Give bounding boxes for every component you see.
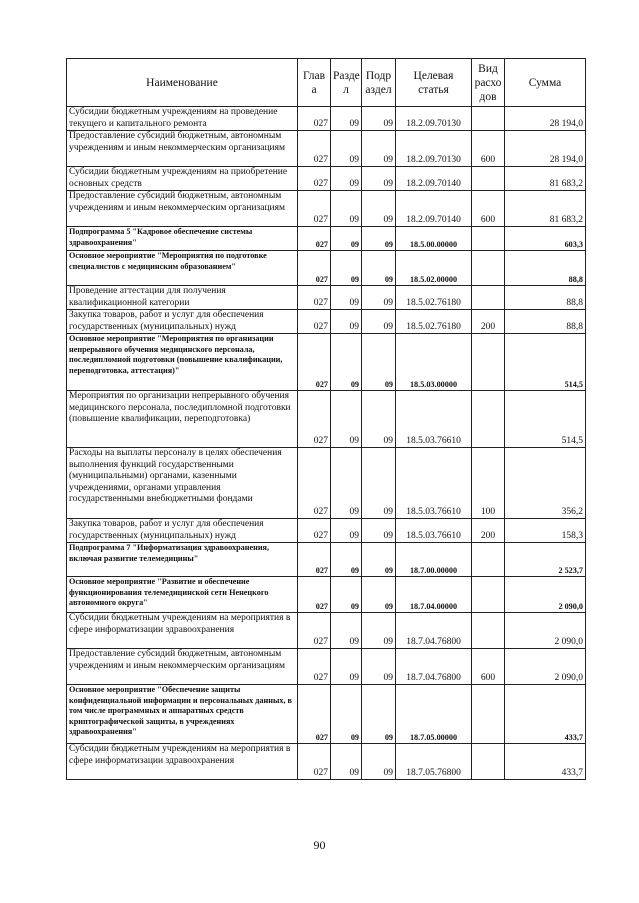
cell-target: 18.5.02.76180 bbox=[396, 310, 472, 334]
header-podrazdel: Подр аздел bbox=[362, 59, 396, 107]
cell-glava: 027 bbox=[298, 251, 331, 286]
header-summa: Сумма bbox=[505, 59, 586, 107]
table-row bbox=[67, 448, 586, 519]
cell-razdel: 09 bbox=[331, 519, 362, 543]
table-row bbox=[67, 685, 586, 744]
cell-summa: 2 090,0 bbox=[505, 577, 586, 613]
cell-vid bbox=[472, 251, 505, 286]
budget-table bbox=[66, 58, 586, 780]
cell-target: 18.7.04.00000 bbox=[396, 577, 472, 613]
cell-name: Субсидии бюджетным учреждениям на проведение текущего и капитального ремонта bbox=[67, 107, 298, 131]
table-row bbox=[67, 251, 586, 286]
cell-name: Подпрограмма 5 "Кадровое обеспечение системы здравоохранения" bbox=[67, 227, 298, 251]
cell-vid bbox=[472, 286, 505, 310]
cell-razdel: 09 bbox=[331, 613, 362, 649]
cell-razdel: 09 bbox=[331, 649, 362, 685]
cell-razdel: 09 bbox=[331, 167, 362, 191]
cell-podrazdel: 09 bbox=[362, 167, 396, 191]
table-row bbox=[67, 519, 586, 543]
cell-podrazdel: 09 bbox=[362, 227, 396, 251]
cell-target: 18.7.05.00000 bbox=[396, 685, 472, 744]
cell-vid: 600 bbox=[472, 131, 505, 167]
cell-vid bbox=[472, 543, 505, 577]
cell-razdel: 09 bbox=[331, 286, 362, 310]
cell-razdel: 09 bbox=[331, 685, 362, 744]
cell-summa: 433,7 bbox=[505, 685, 586, 744]
cell-vid bbox=[472, 107, 505, 131]
cell-glava: 027 bbox=[298, 649, 331, 685]
table-row bbox=[67, 107, 586, 131]
cell-podrazdel: 09 bbox=[362, 685, 396, 744]
table-row bbox=[67, 577, 586, 613]
cell-name: Основное мероприятие "Обеспечение защиты конфиденциальной информации и персональных данных, в том числе программных и аппаратных средств криптографической защиты, в учреждениях здравоохранения" bbox=[67, 685, 298, 744]
table-row bbox=[67, 613, 586, 649]
cell-name: Подпрограмма 7 "Информатизация здравоохранения, включая развитие телемедицины" bbox=[67, 543, 298, 577]
cell-podrazdel: 09 bbox=[362, 577, 396, 613]
table-row bbox=[67, 286, 586, 310]
cell-name: Основное мероприятие "Мероприятия по подготовке специалистов с медицинским образованием" bbox=[67, 251, 298, 286]
cell-target: 18.5.00.00000 bbox=[396, 227, 472, 251]
cell-podrazdel: 09 bbox=[362, 613, 396, 649]
cell-razdel: 09 bbox=[331, 448, 362, 519]
table-row bbox=[67, 391, 586, 448]
cell-target: 18.5.02.76180 bbox=[396, 286, 472, 310]
cell-glava: 027 bbox=[298, 286, 331, 310]
cell-name: Субсидии бюджетным учреждениям на мероприятия в сфере информатизации здравоохранения bbox=[67, 744, 298, 780]
cell-vid: 200 bbox=[472, 310, 505, 334]
cell-summa: 81 683,2 bbox=[505, 167, 586, 191]
cell-podrazdel: 09 bbox=[362, 519, 396, 543]
cell-summa: 88,8 bbox=[505, 310, 586, 334]
cell-target: 18.5.03.76610 bbox=[396, 448, 472, 519]
table-row bbox=[67, 543, 586, 577]
cell-target: 18.7.00.00000 bbox=[396, 543, 472, 577]
cell-name: Субсидии бюджетным учреждениям на мероприятия в сфере информатизации здравоохранения bbox=[67, 613, 298, 649]
cell-summa: 2 090,0 bbox=[505, 649, 586, 685]
cell-target: 18.5.03.76610 bbox=[396, 391, 472, 448]
cell-target: 18.7.04.76800 bbox=[396, 649, 472, 685]
header-target: Целевая статья bbox=[396, 59, 472, 107]
cell-summa: 603,3 bbox=[505, 227, 586, 251]
cell-vid: 100 bbox=[472, 448, 505, 519]
cell-name: Субсидии бюджетным учреждениям на приобретение основных средств bbox=[67, 167, 298, 191]
cell-razdel: 09 bbox=[331, 334, 362, 391]
cell-glava: 027 bbox=[298, 334, 331, 391]
table-row bbox=[67, 649, 586, 685]
cell-vid bbox=[472, 391, 505, 448]
cell-target: 18.5.03.76610 bbox=[396, 519, 472, 543]
table-row bbox=[67, 191, 586, 227]
cell-glava: 027 bbox=[298, 167, 331, 191]
table-row bbox=[67, 227, 586, 251]
cell-name: Предоставление субсидий бюджетным, автономным учреждениям и иным некоммерческим организациям bbox=[67, 191, 298, 227]
cell-podrazdel: 09 bbox=[362, 286, 396, 310]
header-razdel: Разде л bbox=[331, 59, 362, 107]
cell-target: 18.7.05.76800 bbox=[396, 744, 472, 780]
cell-podrazdel: 09 bbox=[362, 744, 396, 780]
cell-summa: 433,7 bbox=[505, 744, 586, 780]
cell-glava: 027 bbox=[298, 448, 331, 519]
cell-vid bbox=[472, 227, 505, 251]
cell-glava: 027 bbox=[298, 577, 331, 613]
table-header-row bbox=[67, 59, 586, 107]
cell-target: 18.2.09.70140 bbox=[396, 191, 472, 227]
cell-target: 18.2.09.70130 bbox=[396, 131, 472, 167]
cell-glava: 027 bbox=[298, 107, 331, 131]
cell-name: Мероприятия по организации непрерывного обучения медицинского персонала, последипломной подготовки (повышение квалификации, переподготовка) bbox=[67, 391, 298, 448]
table-row bbox=[67, 334, 586, 391]
cell-razdel: 09 bbox=[331, 131, 362, 167]
cell-vid: 200 bbox=[472, 519, 505, 543]
cell-name: Предоставление субсидий бюджетным, автономным учреждениям и иным некоммерческим организациям bbox=[67, 649, 298, 685]
cell-podrazdel: 09 bbox=[362, 131, 396, 167]
cell-glava: 027 bbox=[298, 519, 331, 543]
cell-target: 18.2.09.70130 bbox=[396, 107, 472, 131]
table-row bbox=[67, 310, 586, 334]
cell-razdel: 09 bbox=[331, 391, 362, 448]
cell-podrazdel: 09 bbox=[362, 649, 396, 685]
cell-razdel: 09 bbox=[331, 310, 362, 334]
cell-name: Основное мероприятие "Мероприятия по организации непрерывного обучения медицинского персонала, последипломной подготовки (повышение квалификации, переподготовка, аттестация)" bbox=[67, 334, 298, 391]
cell-razdel: 09 bbox=[331, 251, 362, 286]
cell-summa: 28 194,0 bbox=[505, 131, 586, 167]
cell-vid: 600 bbox=[472, 649, 505, 685]
cell-name: Закупка товаров, работ и услуг для обеспечения государственных (муниципальных) нужд bbox=[67, 310, 298, 334]
cell-razdel: 09 bbox=[331, 107, 362, 131]
cell-vid bbox=[472, 577, 505, 613]
cell-podrazdel: 09 bbox=[362, 191, 396, 227]
cell-summa: 81 683,2 bbox=[505, 191, 586, 227]
cell-glava: 027 bbox=[298, 613, 331, 649]
cell-vid: 600 bbox=[472, 191, 505, 227]
cell-summa: 356,2 bbox=[505, 448, 586, 519]
header-glava: Глав а bbox=[298, 59, 331, 107]
cell-podrazdel: 09 bbox=[362, 391, 396, 448]
cell-name: Предоставление субсидий бюджетным, автономным учреждениям и иным некоммерческим организациям bbox=[67, 131, 298, 167]
cell-glava: 027 bbox=[298, 685, 331, 744]
cell-glava: 027 bbox=[298, 131, 331, 167]
cell-glava: 027 bbox=[298, 543, 331, 577]
cell-summa: 158,3 bbox=[505, 519, 586, 543]
cell-glava: 027 bbox=[298, 191, 331, 227]
cell-summa: 514,5 bbox=[505, 334, 586, 391]
table-row bbox=[67, 131, 586, 167]
cell-glava: 027 bbox=[298, 391, 331, 448]
cell-vid bbox=[472, 167, 505, 191]
cell-name: Закупка товаров, работ и услуг для обеспечения государственных (муниципальных) нужд bbox=[67, 519, 298, 543]
cell-razdel: 09 bbox=[331, 577, 362, 613]
cell-summa: 2 090,0 bbox=[505, 613, 586, 649]
cell-glava: 027 bbox=[298, 310, 331, 334]
cell-podrazdel: 09 bbox=[362, 543, 396, 577]
cell-razdel: 09 bbox=[331, 191, 362, 227]
cell-podrazdel: 09 bbox=[362, 310, 396, 334]
cell-name: Проведение аттестации для получения квалификационной категории bbox=[67, 286, 298, 310]
header-name: Наименование bbox=[67, 59, 298, 107]
table-row bbox=[67, 167, 586, 191]
cell-name: Основное мероприятие "Развитие и обеспечение функционирования телемедицинской сети Ненецкого автономного округа" bbox=[67, 577, 298, 613]
cell-summa: 88,8 bbox=[505, 251, 586, 286]
cell-vid bbox=[472, 685, 505, 744]
page-number: 90 bbox=[313, 838, 326, 852]
cell-podrazdel: 09 bbox=[362, 334, 396, 391]
cell-summa: 88,8 bbox=[505, 286, 586, 310]
cell-glava: 027 bbox=[298, 227, 331, 251]
table-row bbox=[67, 744, 586, 780]
cell-target: 18.5.03.00000 bbox=[396, 334, 472, 391]
cell-name: Расходы на выплаты персоналу в целях обеспечения выполнения функций государственными (муниципальными) органами, казенными учреждениями, органами управления государственными внебюджетными фондами bbox=[67, 448, 298, 519]
cell-target: 18.2.09.70140 bbox=[396, 167, 472, 191]
table-body bbox=[67, 107, 586, 780]
cell-vid bbox=[472, 334, 505, 391]
header-vid: Вид расхо дов bbox=[472, 59, 505, 107]
cell-vid bbox=[472, 613, 505, 649]
cell-podrazdel: 09 bbox=[362, 448, 396, 519]
cell-razdel: 09 bbox=[331, 227, 362, 251]
cell-podrazdel: 09 bbox=[362, 251, 396, 286]
cell-razdel: 09 bbox=[331, 543, 362, 577]
cell-glava: 027 bbox=[298, 744, 331, 780]
cell-target: 18.5.02.00000 bbox=[396, 251, 472, 286]
cell-summa: 2 523,7 bbox=[505, 543, 586, 577]
cell-summa: 28 194,0 bbox=[505, 107, 586, 131]
cell-podrazdel: 09 bbox=[362, 107, 396, 131]
cell-vid bbox=[472, 744, 505, 780]
cell-target: 18.7.04.76800 bbox=[396, 613, 472, 649]
cell-razdel: 09 bbox=[331, 744, 362, 780]
cell-summa: 514,5 bbox=[505, 391, 586, 448]
